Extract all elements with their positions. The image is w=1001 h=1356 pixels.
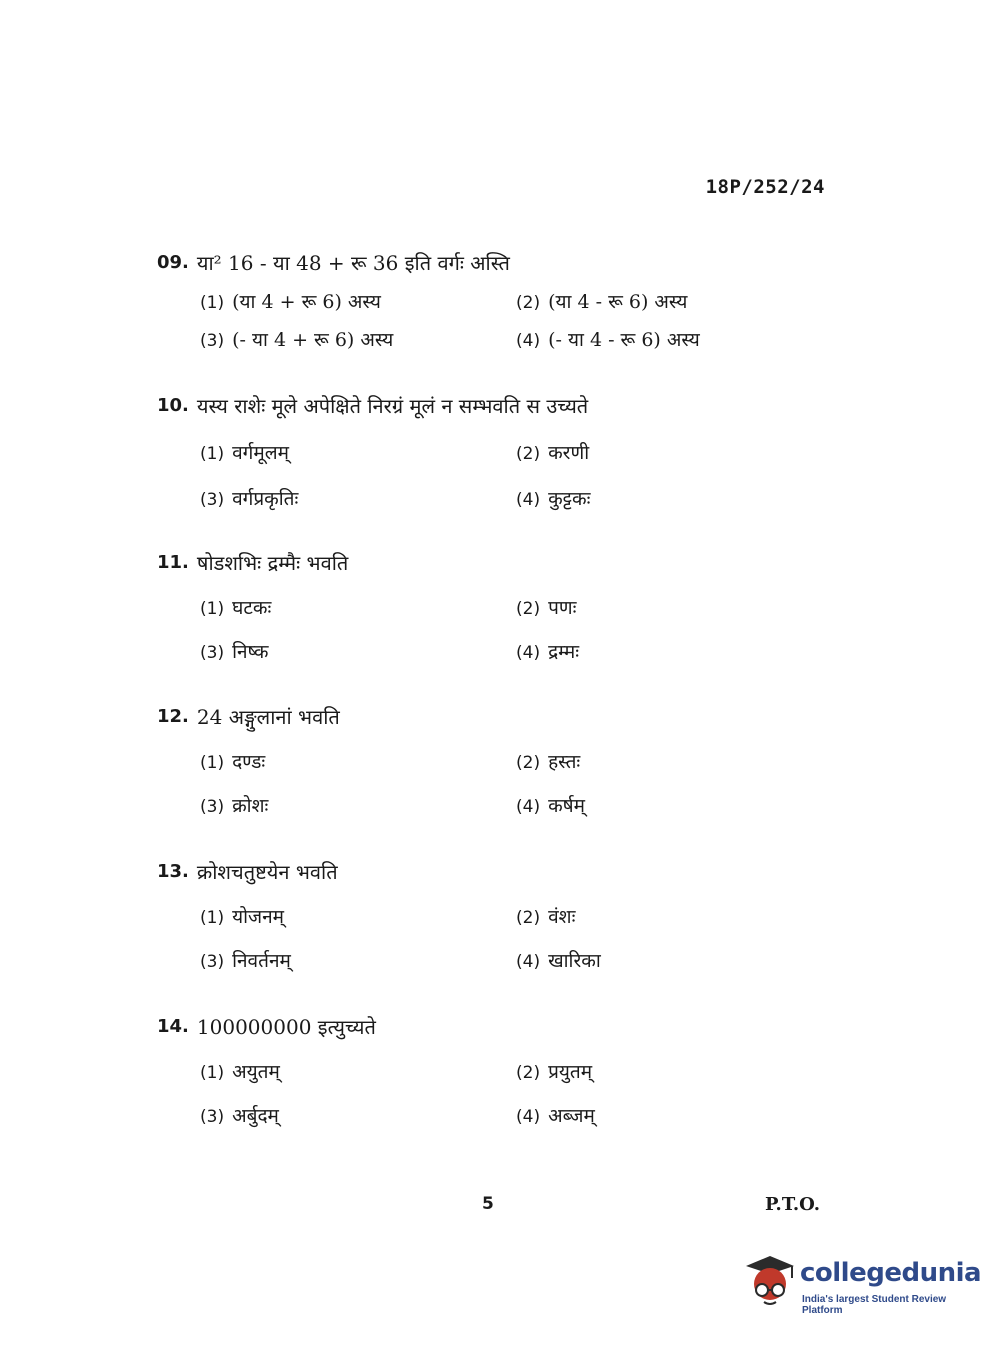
question-12 bbox=[157, 704, 857, 818]
options bbox=[200, 1058, 857, 1128]
option-2: (2) (या 4 - रू 6) अस्य bbox=[516, 291, 688, 313]
option-2: (2) करणी bbox=[516, 442, 590, 464]
option-3: (3) अर्बुदम् bbox=[200, 1105, 279, 1127]
option-3: (3) (- या 4 + रू 6) अस्य bbox=[200, 329, 394, 351]
options bbox=[200, 288, 857, 352]
logo-tagline: India's largest Student Review Platform bbox=[802, 1294, 947, 1316]
question-number: 14. bbox=[157, 1016, 189, 1037]
option-2: (2) हस्तः bbox=[516, 751, 581, 773]
option-3: (3) क्रोशः bbox=[200, 795, 269, 817]
option-4: (4) द्रम्मः bbox=[516, 641, 580, 663]
question-text: 24 अङ्गुलानां भवति bbox=[196, 705, 340, 729]
option-4: (4) खारिका bbox=[516, 950, 601, 972]
option-1: (1) योजनम् bbox=[200, 906, 285, 928]
question-number: 12. bbox=[157, 706, 189, 727]
paper-code: 18P/252/24 bbox=[705, 176, 825, 198]
page-number: 5 bbox=[482, 1194, 494, 1214]
option-4: (4) (- या 4 - रू 6) अस्य bbox=[516, 329, 700, 351]
option-4: (4) अब्जम् bbox=[516, 1105, 595, 1127]
question-09 bbox=[157, 250, 857, 352]
option-1: (1) अयुतम् bbox=[200, 1061, 280, 1083]
option-1: (1) घटकः bbox=[200, 597, 272, 619]
collegedunia-watermark bbox=[740, 1252, 982, 1316]
pto-label: P.T.O. bbox=[765, 1194, 821, 1215]
question-number: 13. bbox=[157, 861, 189, 882]
option-4: (4) कर्षम् bbox=[516, 795, 586, 817]
option-1: (1) (या 4 + रू 6) अस्य bbox=[200, 291, 381, 313]
option-2: (2) प्रयुतम् bbox=[516, 1061, 593, 1083]
question-text: 100000000 इत्युच्यते bbox=[196, 1015, 376, 1039]
option-3: (3) निष्क bbox=[200, 641, 269, 663]
question-10 bbox=[157, 393, 857, 511]
question-number: 10. bbox=[157, 395, 189, 416]
option-3: (3) निवर्तनम् bbox=[200, 950, 291, 972]
options bbox=[200, 903, 857, 973]
question-14 bbox=[157, 1014, 857, 1128]
mascot-logo-icon bbox=[740, 1252, 798, 1310]
question-number: 11. bbox=[157, 552, 189, 573]
question-text: क्रोशचतुष्टयेन भवति bbox=[196, 860, 338, 884]
option-2: (2) वंशः bbox=[516, 906, 576, 928]
question-11 bbox=[157, 550, 857, 664]
question-13 bbox=[157, 859, 857, 973]
option-4: (4) कुट्टकः bbox=[516, 488, 591, 510]
options bbox=[200, 594, 857, 664]
question-text: षोडशभिः द्रम्मैः भवति bbox=[196, 551, 349, 575]
option-3: (3) वर्गप्रकृतिः bbox=[200, 488, 299, 510]
option-1: (1) वर्गमूलम् bbox=[200, 442, 289, 464]
option-2: (2) पणः bbox=[516, 597, 577, 619]
question-text: या² 16 - या 48 + रू 36 इति वर्गः अस्ति bbox=[196, 251, 510, 275]
options bbox=[200, 439, 857, 511]
question-text: यस्य राशेः मूले अपेक्षिते निरग्रं मूलं न सम्भवति स उच्यते bbox=[196, 394, 589, 418]
question-number: 09. bbox=[157, 252, 189, 273]
logo-brand-text: collegedunia bbox=[800, 1258, 982, 1288]
option-1: (1) दण्डः bbox=[200, 751, 266, 773]
options bbox=[200, 748, 857, 818]
